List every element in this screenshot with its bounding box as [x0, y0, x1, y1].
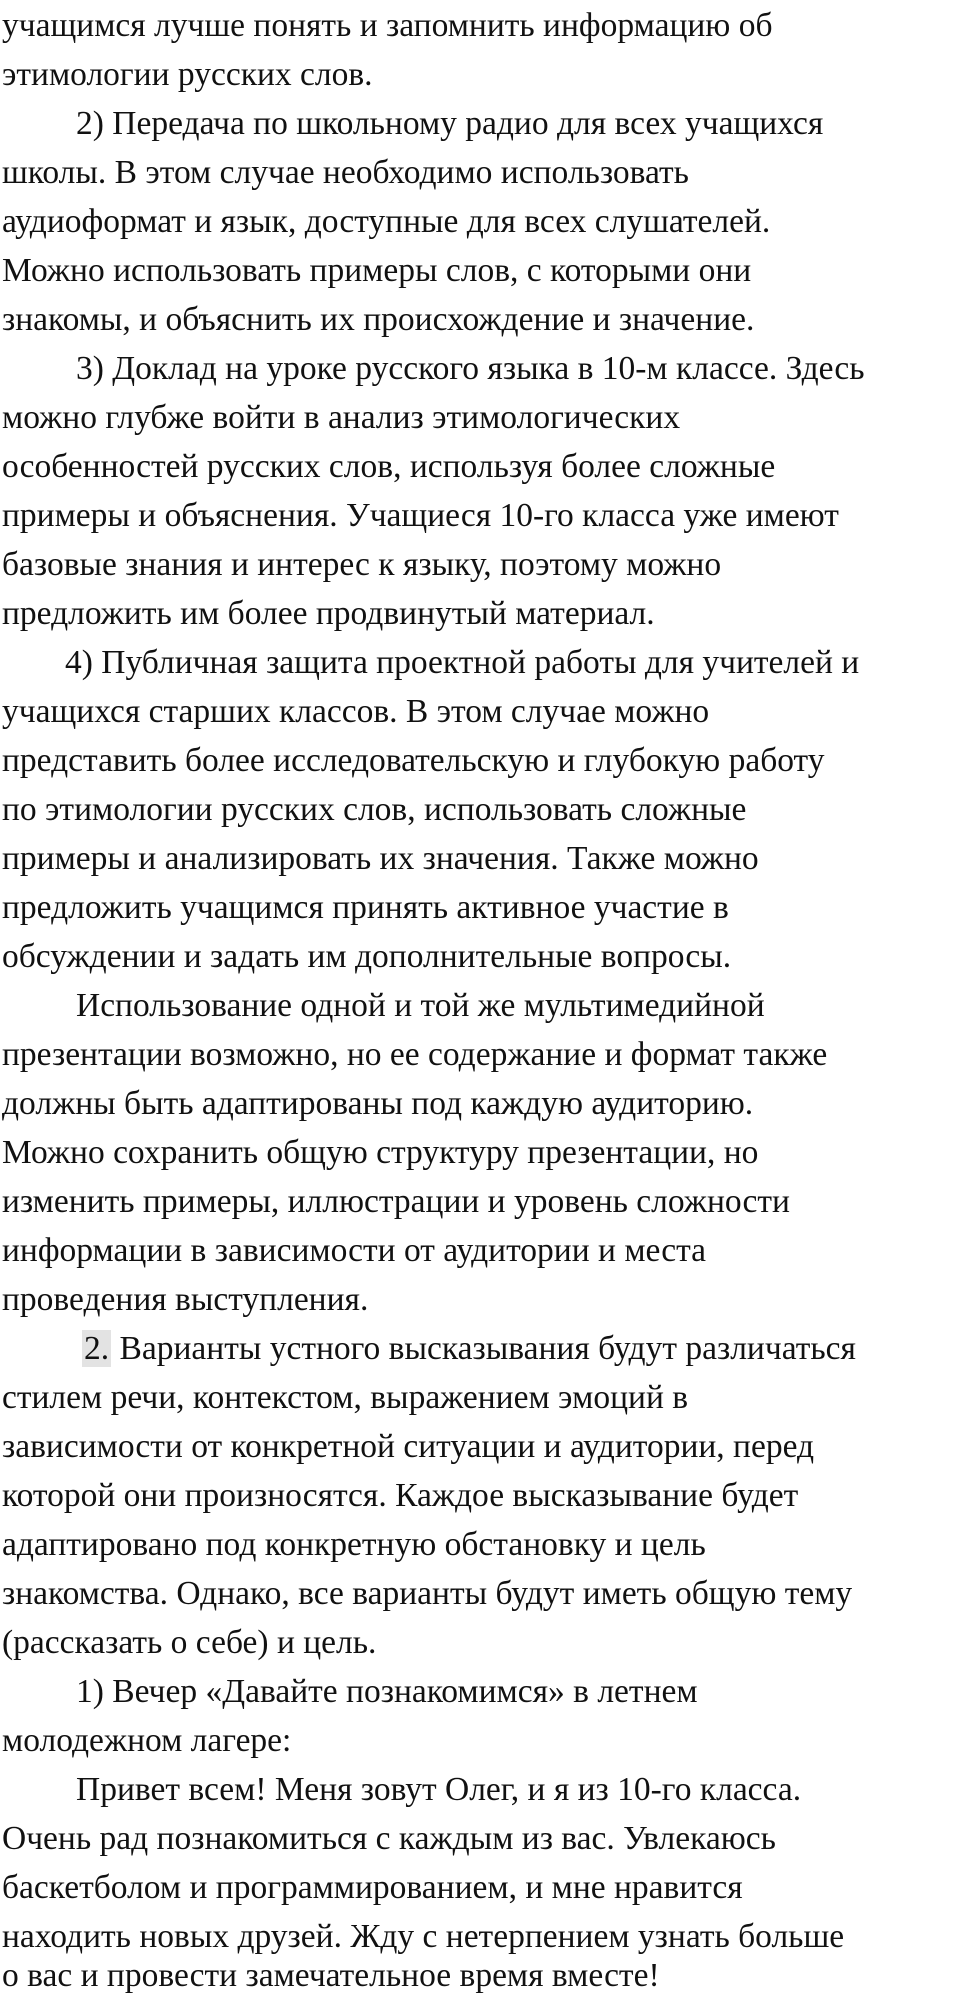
text-line: предложить им более продвинутый материал.	[2, 595, 655, 632]
text-line: по этимологии русских слов, использовать сложные	[2, 791, 747, 828]
numbered-line	[2, 1324, 856, 1373]
text-line: Использование одной и той же мультимедийной	[76, 987, 765, 1024]
text-line: адаптировано под конкретную обстановку и цель	[2, 1526, 706, 1563]
text-line: баскетболом и программированием, и мне нравится	[2, 1869, 743, 1906]
text-line: молодежном лагере:	[2, 1722, 292, 1759]
text-line: которой они произносятся. Каждое высказывание будет	[2, 1477, 799, 1514]
text-line: презентации возможно, но ее содержание и формат также	[2, 1036, 828, 1073]
text-line: Можно использовать примеры слов, с которыми они	[2, 252, 752, 289]
text-line: знакомства. Однако, все варианты будут иметь общую тему	[2, 1575, 853, 1612]
text-line: этимологии русских слов.	[2, 56, 373, 93]
text-line: примеры и анализировать их значения. Также можно	[2, 840, 759, 877]
text-line: Можно сохранить общую структуру презентации, но	[2, 1134, 759, 1171]
text-line: информации в зависимости от аудитории и места	[2, 1232, 707, 1269]
text-line: представить более исследовательскую и глубокую работу	[2, 742, 825, 779]
text-line: учащихся старших классов. В этом случае можно	[2, 693, 710, 730]
text-line: можно глубже войти в анализ этимологических	[2, 399, 681, 436]
text-line: примеры и объяснения. Учащиеся 10-го класса уже имеют	[2, 497, 839, 534]
text-line: школы. В этом случае необходимо использовать	[2, 154, 689, 191]
text-line: базовые знания и интерес к языку, поэтому можно	[2, 546, 722, 583]
text-line: изменить примеры, иллюстрации и уровень сложности	[2, 1183, 790, 1220]
text-line: проведения выступления.	[2, 1281, 369, 1318]
text-line: находить новых друзей. Жду с нетерпением узнать больше	[2, 1918, 845, 1955]
text-line: учащимся лучше понять и запомнить информацию об	[2, 7, 773, 44]
text-line: обсуждении и задать им дополнительные вопросы.	[2, 938, 732, 975]
text-line: Очень рад познакомиться с каждым из вас. Увлекаюсь	[2, 1820, 776, 1857]
item-number-highlight: 2.	[84, 1330, 110, 1367]
text-line: знакомы, и объяснить их происхождение и значение.	[2, 301, 755, 338]
text-line: Варианты устного высказывания будут различаться	[119, 1330, 856, 1367]
text-line: 4) Публичная защита проектной работы для учителей и	[65, 644, 860, 681]
text-line: 1) Вечер «Давайте познакомимся» в летнем	[76, 1673, 698, 1710]
text-line: должны быть адаптированы под каждую аудиторию.	[2, 1085, 754, 1122]
text-line: (рассказать о себе) и цель.	[2, 1624, 377, 1661]
text-line: 3) Доклад на уроке русского языка в 10-м классе. Здесь	[76, 350, 865, 387]
text-line: зависимости от конкретной ситуации и аудитории, перед	[2, 1428, 815, 1465]
text-line: стилем речи, контекстом, выражением эмоций в	[2, 1379, 689, 1416]
text-line: 2) Передача по школьному радио для всех учащихся	[76, 105, 824, 142]
text-line: Привет всем! Меня зовут Олег, и я из 10-го класса.	[76, 1771, 802, 1808]
text-line: особенностей русских слов, используя более сложные	[2, 448, 776, 485]
text-line: о вас и провести замечательное время вместе!	[2, 1957, 660, 1994]
text-line: предложить учащимся принять активное участие в	[2, 889, 729, 926]
text-line: аудиоформат и язык, доступные для всех слушателей.	[2, 203, 771, 240]
